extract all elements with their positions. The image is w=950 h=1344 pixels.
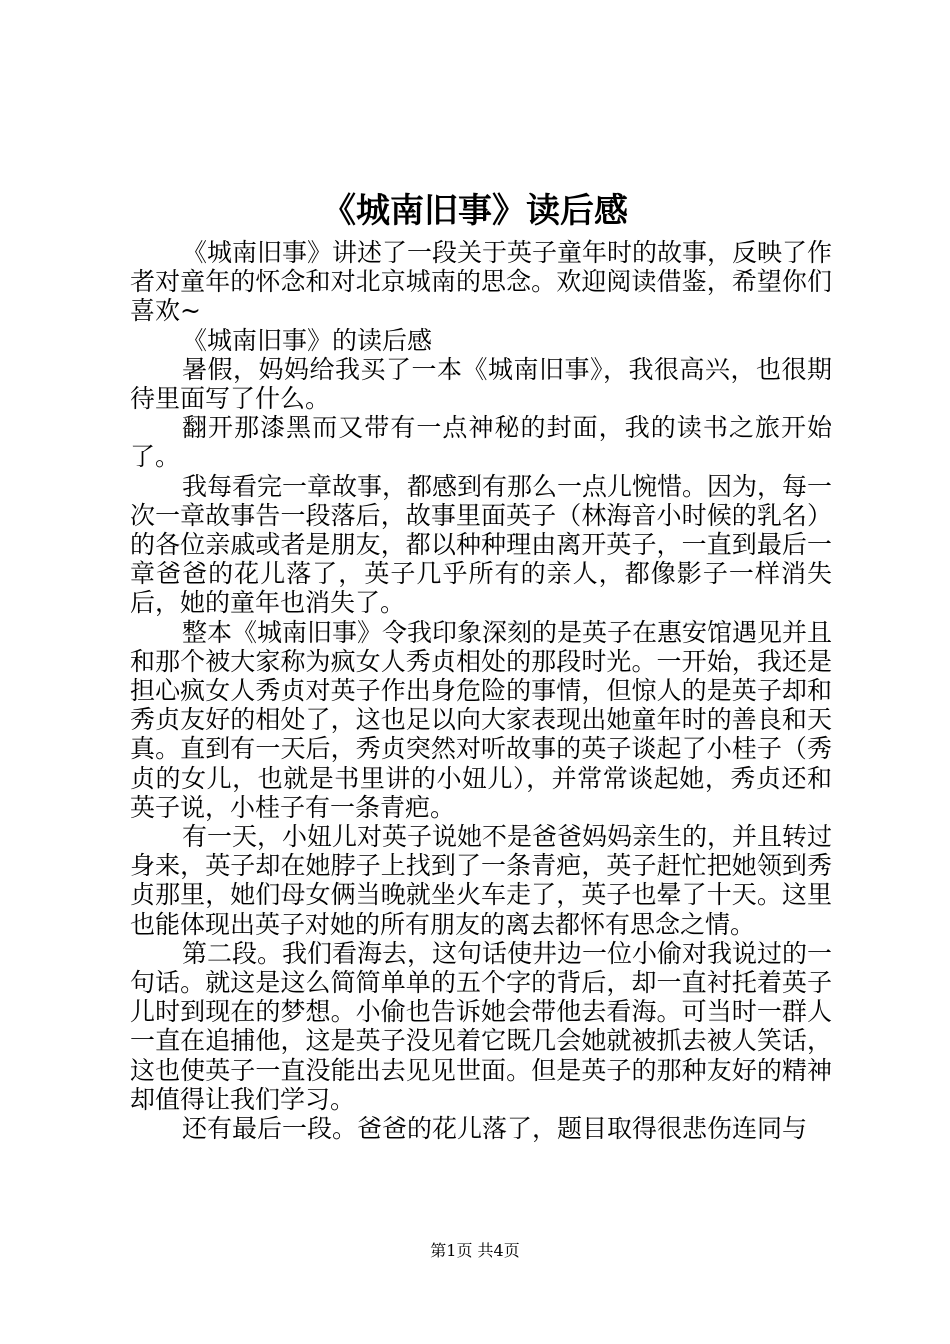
document-title: 《城南旧事》读后感: [322, 191, 628, 231]
paragraph-subtitle: 《城南旧事》的读后感: [182, 325, 433, 355]
paragraph: 我每看完一章故事，都感到有那么一点儿惋惜。因为，每一次一章故事告一段落后，故事里面英子（林海音小时候的乳名）的各位亲戚或者是朋友，都以种种理由离开英子，一直到最后一章爸爸的花儿落了，英子几乎所有的亲人，都像影子一样消失后，她的童年也消失了。: [130, 471, 833, 618]
paragraph: 翻开那漆黑而又带有一点神秘的封面，我的读书之旅开始了。: [130, 413, 832, 472]
paragraph: 暑假，妈妈给我买了一本《城南旧事》，我很高兴，也很期待里面写了什么。: [130, 354, 832, 414]
paragraph: 整本《城南旧事》令我印象深刻的是英子在惠安馆遇见并且和那个被大家称为疯女人秀贞相处的那段时光。一开始，我还是担心疯女人秀贞对英子作出身危险的事情，但惊人的是英子却和秀贞友好的相处了，这也足以向大家表现出她童年时的善良和天真。直到有一天后，秀贞突然对听故事的英子谈起了小桂子（秀贞的女儿，也就是书里讲的小妞儿），并常常谈起她，秀贞还和英子说，小桂子有一条青疤。: [130, 617, 833, 822]
paragraph: 还有最后一段。爸爸的花儿落了，题目取得很悲伤连同与: [182, 1114, 808, 1144]
paragraph-intro: 《城南旧事》讲述了一段关于英子童年时的故事，反映了作者对童年的怀念和对北京城南的思念。欢迎阅读借鉴，希望你们喜欢~: [130, 238, 833, 326]
paragraph: 有一天，小妞儿对英子说她不是爸爸妈妈亲生的，并且转过身来，英子却在她脖子上找到了一条青疤，英子赶忙把她领到秀贞那里，她们母女俩当晚就坐火车走了，英子也晕了十天。这里也能体现出英子对她的所有朋友的离去都怀有思念之情。: [130, 822, 833, 939]
document-body: [130, 238, 832, 1143]
paragraph: 第二段。我们看海去，这句话使井边一位小偷对我说过的一句话。就这是这么简简单单的五个字的背后，却一直衬托着英子儿时到现在的梦想。小偷也告诉她会带他去看海。可当时一群人一直在追捕他，这是英子没见着它既几会她就被抓去被人笑话，这也使英子一直没能出去见见世面。但是英子的那种友好的精神却值得让我们学习。: [130, 938, 833, 1114]
page-footer: 第1页 共4页: [430, 1241, 520, 1260]
